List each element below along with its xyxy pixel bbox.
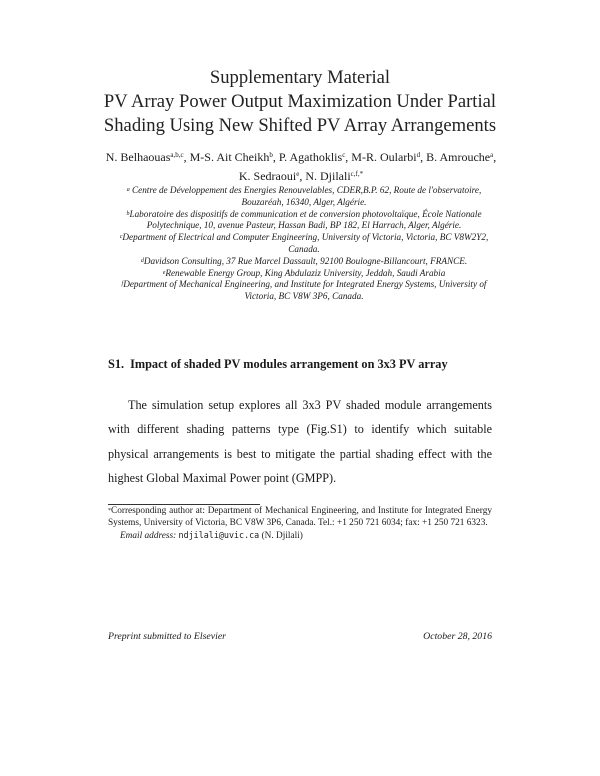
affiliation-list xyxy=(110,185,498,303)
author-list xyxy=(102,148,500,186)
affiliation: $^c$Department of Electrical and Computer Engineering, University of Victoria, Victoria, BC V8W2Y2, Canada. xyxy=(119,232,489,254)
email-address[interactable]: ndjilali@uvic.ca xyxy=(178,529,260,540)
author: M-R. Oularbi$^d$, xyxy=(351,150,427,164)
section-title: Impact of shaded PV modules arrangement on 3x3 PV array xyxy=(130,357,448,371)
paper-title xyxy=(0,66,600,138)
affiliation: $^e$Renewable Energy Group, King Abdulaziz University, Jeddah, Saudi Arabia xyxy=(162,267,446,278)
footnote xyxy=(108,506,492,543)
author: M-S. Ait Cheikh$^b$, xyxy=(189,150,279,164)
author: P. Agathoklis$^c$, xyxy=(278,150,352,164)
footnote-divider xyxy=(108,504,260,505)
author: K. Sedraoui$^e$, xyxy=(238,169,306,183)
title-line-2: PV Array Power Output Maximization Under Partial xyxy=(103,91,497,112)
body-paragraph: The simulation setup explores all 3x3 PV shaded module arrangements with different shading patterns type (Fig.S1) to identify which suitable physical arrangements is best to mitigate the partial shading effect with the highest Global Maximal Power point (GMPP). xyxy=(108,398,492,486)
title-line-1: Supplementary Material xyxy=(209,67,391,88)
email-label: Email address: xyxy=(120,530,177,541)
author: B. Amrouche$^a$, xyxy=(426,150,497,164)
date: October 28, 2016 xyxy=(423,631,492,642)
email-owner: (N. Djilali) xyxy=(261,530,303,541)
section-heading xyxy=(108,357,448,372)
affiliation: $^a$ Centre de Développement des Energies Renouvelables, CDER,B.P. 62, Route de l'observatoire, Bouzaréah, 16340, Alger, Algérie. xyxy=(126,185,482,207)
footnote-email xyxy=(108,530,492,543)
footnote-corresponding: *Corresponding author at: Department of Mechanical Engineering, and Institute for Integrated Energy Systems, University of Victoria, BC V8W 3P6, Canada. Tel.: +1 250 721 6034; fax: +1 250 721 6323. xyxy=(108,506,492,528)
affiliation: $^d$Davidson Consulting, 37 Rue Marcel Dassault, 92100 Boulogne-Billancourt, FRANCE. xyxy=(140,255,468,266)
affiliation: $^b$Laboratoire des dispositifs de communication et de conversion photovoltaïque, École Nationale Polytechnique, 10, avenue Pasteur, Hassan Badi, BP 182, El Harrach, Alger, Algérie. xyxy=(126,208,482,231)
affiliation: $^f$Department of Mechanical Engineering, and Institute for Integrated Energy Systems, University of Victoria, BC V8W 3P6, Canada. xyxy=(121,279,487,302)
author: N. Belhaouas$^{a,b,c}$, xyxy=(105,150,190,164)
section-number: S1. xyxy=(108,357,125,371)
author: N. Djilali$^{c,f,*}$ xyxy=(305,169,364,183)
preprint-note: Preprint submitted to Elsevier xyxy=(108,631,226,642)
title-line-3: Shading Using New Shifted PV Array Arrangements xyxy=(103,115,497,136)
